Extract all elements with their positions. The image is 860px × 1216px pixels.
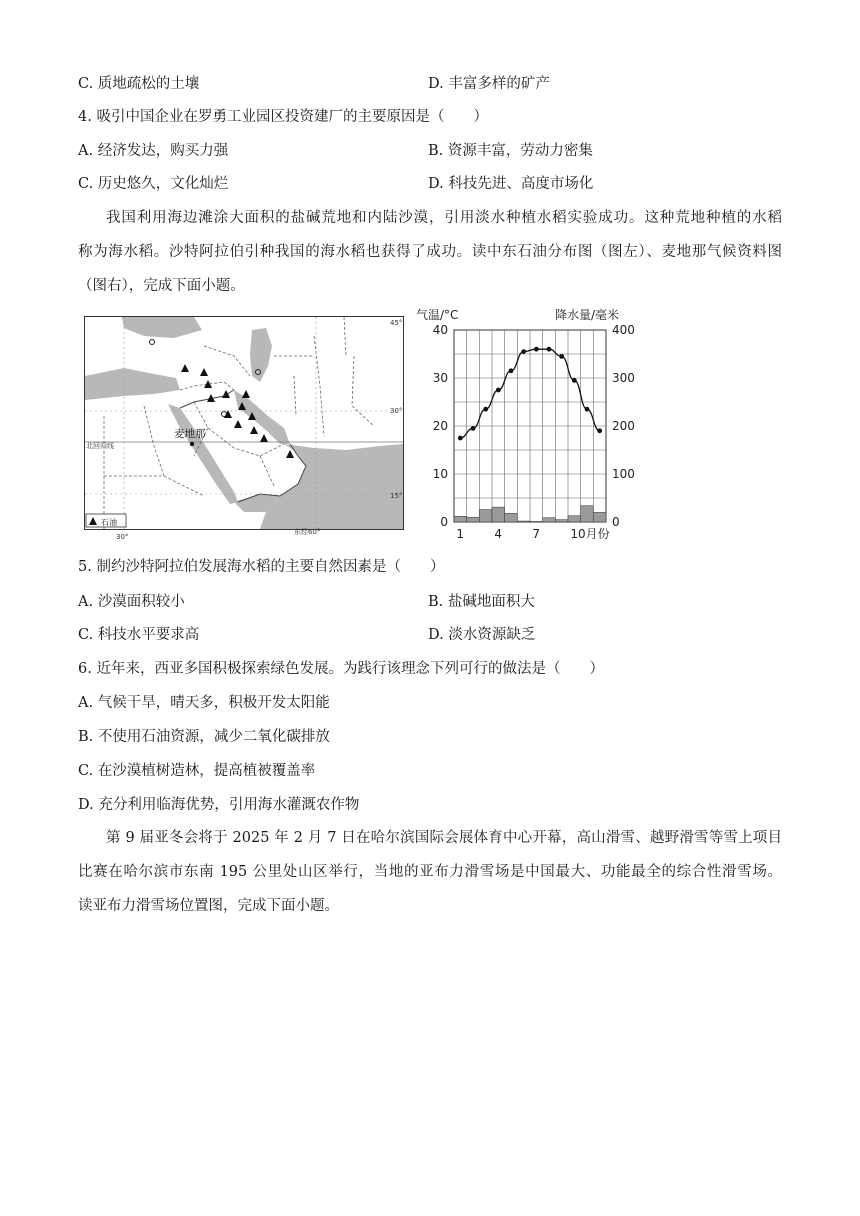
q6-option-d: D. 充分利用临海优势，引用海水灌溉农作物 — [78, 797, 360, 813]
lon-label-60: 东经60° — [294, 528, 321, 536]
q5-option-a: A. 沙漠面积较小 — [78, 594, 185, 610]
precip-bar — [593, 512, 606, 522]
precip-bar — [543, 518, 556, 522]
temperature-point — [471, 426, 476, 431]
passage2-line-1: 第 9 届亚冬会将于 2025 年 2 月 7 日在哈尔滨国际会展体育中心开幕，高山滑雪、越野滑雪等雪上项目 — [106, 830, 782, 846]
precip-bar — [467, 517, 480, 522]
q4-stem: 4. 吸引中国企业在罗勇工业园区投资建厂的主要原因是（ ） — [78, 109, 488, 125]
medina-label: 麦地那 — [174, 428, 206, 440]
q6-option-a: A. 气候干旱，晴天多，积极开发太阳能 — [78, 695, 330, 711]
temperature-point — [509, 368, 514, 373]
q4-option-d: D. 科技先进、高度市场化 — [428, 176, 594, 192]
precip-bar — [479, 510, 492, 522]
q6-option-b: B. 不使用石油资源，减少二氧化碳排放 — [78, 729, 330, 745]
passage2-line-2: 比赛在哈尔滨市东南 195 公里处山区举行，当地的亚布力滑雪场是中国最大、功能最全的综合性滑雪场。 — [78, 864, 782, 880]
precip-bar — [555, 520, 568, 522]
temperature-point — [483, 407, 488, 412]
medina-climate-chart — [414, 302, 644, 546]
temperature-point — [559, 354, 564, 359]
legend-label: 石油 — [101, 518, 117, 527]
right-tick-label: 200 — [612, 419, 635, 433]
temperature-point — [572, 378, 577, 383]
lat-label-30: 30° — [390, 407, 403, 415]
tropic-label: 北回归线 — [86, 442, 114, 450]
left-tick-label: 20 — [432, 419, 448, 433]
precip-bar — [454, 516, 467, 522]
right-tick-label: 400 — [612, 323, 635, 337]
medina-dot — [190, 442, 194, 446]
precip-bar — [568, 516, 581, 522]
x-tick-label: 10月份 — [570, 527, 610, 541]
right-tick-label: 0 — [612, 515, 620, 529]
temperature-point — [458, 436, 463, 441]
right-tick-label: 300 — [612, 371, 635, 385]
lon-label-30: 30° — [116, 533, 129, 541]
passage1-line-3: （图右），完成下面小题。 — [78, 278, 245, 294]
q5-option-d: D. 淡水资源缺乏 — [428, 627, 536, 643]
passage1-line-2: 称为海水稻。沙特阿拉伯引种我国的海水稻也获得了成功。读中东石油分布图（图左）、麦地那气候资料图 — [78, 244, 782, 260]
lat-label-15: 15° — [390, 492, 403, 500]
passage1-line-1: 我国利用海边滩涂大面积的盐碱荒地和内陆沙漠，引用淡水种植水稻实验成功。这种荒地种植的水稻 — [106, 210, 782, 226]
precip-bar — [492, 507, 505, 522]
left-tick-label: 10 — [432, 467, 448, 481]
q4-option-a: A. 经济发达，购买力强 — [78, 143, 229, 159]
temperature-point — [547, 347, 552, 352]
precip-bar — [581, 506, 594, 522]
temperature-point — [597, 428, 602, 433]
temperature-point — [534, 347, 539, 352]
x-tick-label: 7 — [532, 527, 540, 541]
q5-option-b: B. 盐碱地面积大 — [428, 594, 535, 610]
temperature-point — [585, 407, 590, 412]
q4-option-c: C. 历史悠久，文化灿烂 — [78, 176, 229, 192]
lat-label-45: 45° — [390, 319, 403, 327]
q6-stem: 6. 近年来，西亚多国积极探索绿色发展。为践行该理念下列可行的做法是（ ） — [78, 661, 604, 677]
temperature-point — [521, 349, 526, 354]
left-axis-title: 气温/°C — [416, 308, 459, 322]
right-tick-label: 100 — [612, 467, 635, 481]
q5-stem: 5. 制约沙特阿拉伯发展海水稻的主要自然因素是（ ） — [78, 559, 445, 575]
precip-bar — [505, 513, 518, 522]
q3-option-c: C. 质地疏松的土壤 — [78, 76, 200, 92]
q6-option-c: C. 在沙漠植树造林，提高植被覆盖率 — [78, 763, 316, 779]
q4-option-b: B. 资源丰富，劳动力密集 — [428, 143, 593, 159]
x-tick-label: 4 — [494, 527, 502, 541]
passage2-line-3: 读亚布力滑雪场位置图，完成下面小题。 — [78, 898, 339, 914]
x-tick-label: 1 — [456, 527, 464, 541]
left-tick-label: 0 — [440, 515, 448, 529]
left-tick-label: 40 — [432, 323, 448, 337]
temperature-point — [496, 388, 501, 393]
q3-option-d: D. 丰富多样的矿产 — [428, 76, 550, 92]
left-tick-label: 30 — [432, 371, 448, 385]
right-axis-title: 降水量/毫米 — [555, 308, 620, 322]
precip-bar — [517, 521, 530, 522]
middle-east-oil-map — [84, 316, 404, 541]
q5-option-c: C. 科技水平要求高 — [78, 627, 200, 643]
